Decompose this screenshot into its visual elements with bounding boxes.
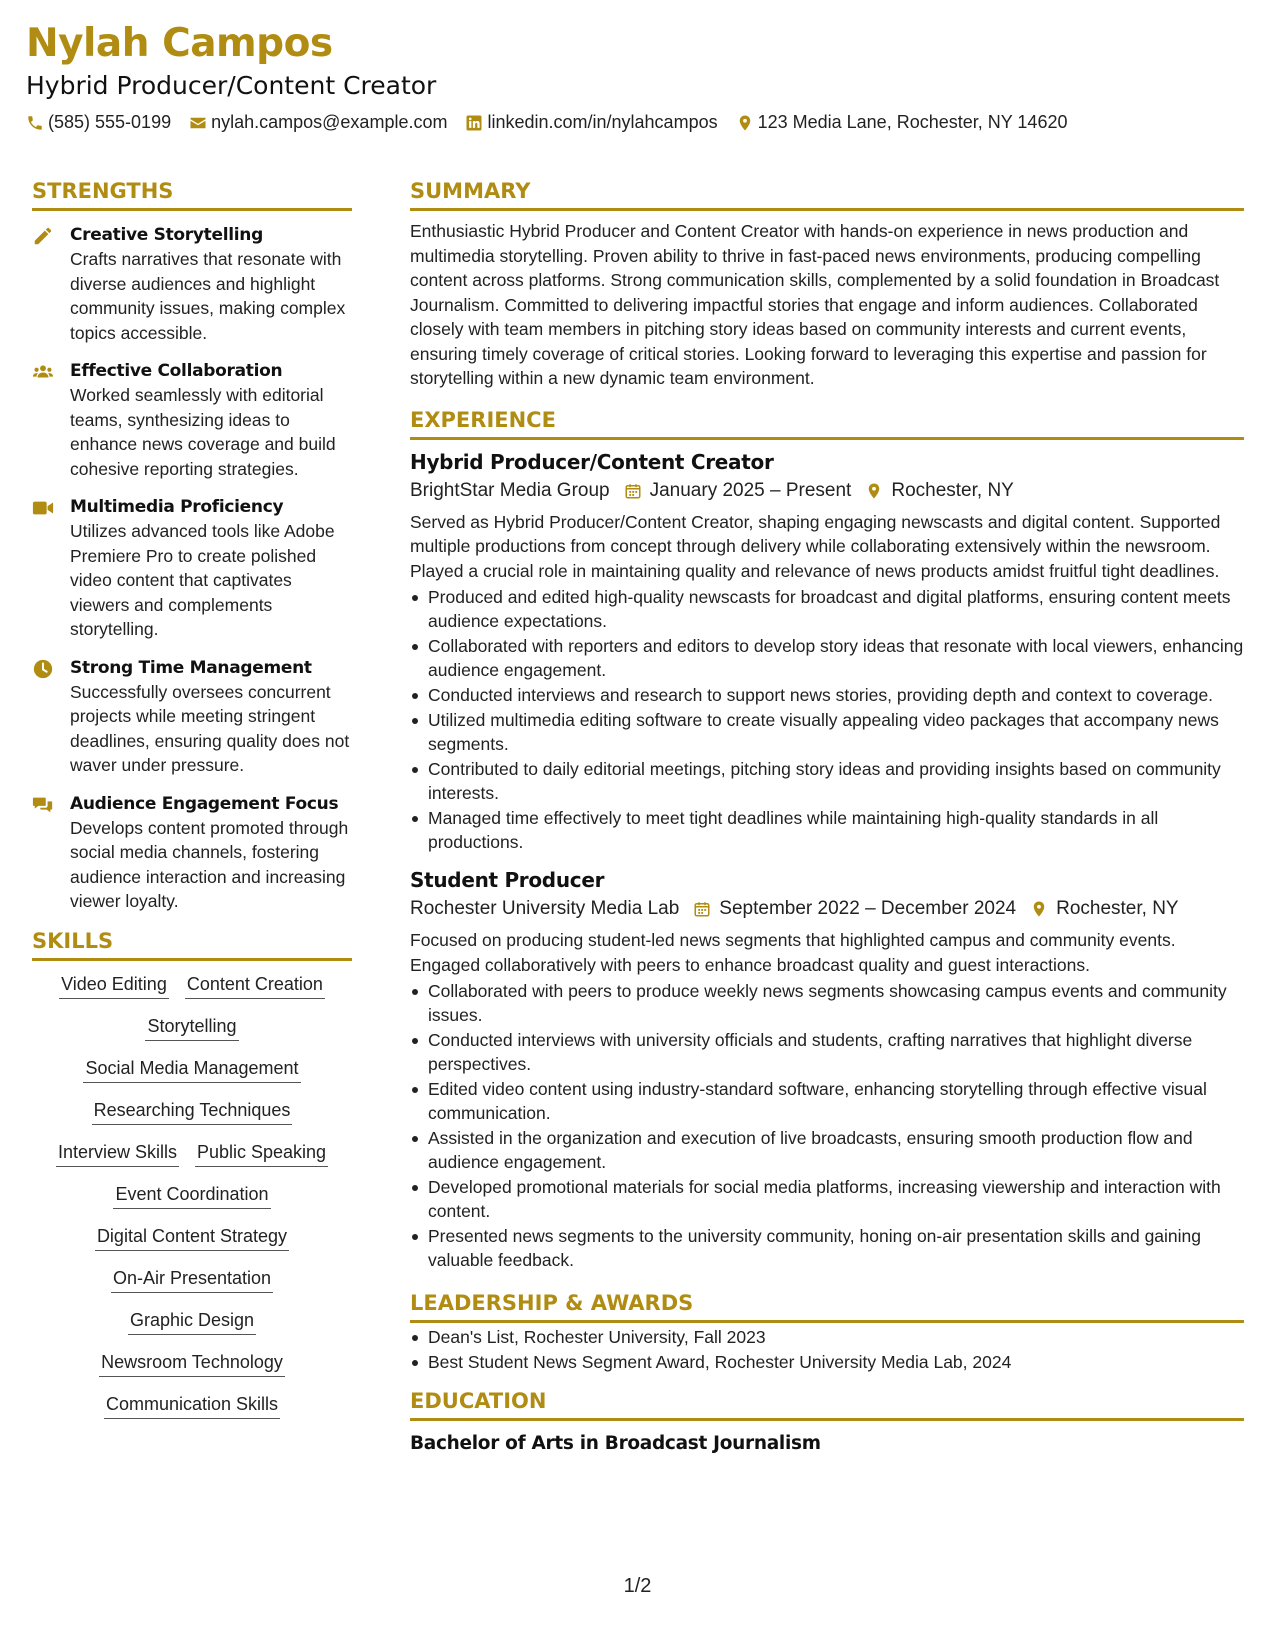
job-title: Student Producer <box>410 868 605 892</box>
skill-tag: Graphic Design <box>128 1307 256 1335</box>
map-pin-icon <box>865 482 883 500</box>
job-dates: September 2022 – December 2024 <box>719 898 1017 919</box>
skill-tag: Interview Skills <box>56 1139 179 1167</box>
job-dates: January 2025 – Present <box>649 479 852 501</box>
job-entry <box>410 448 1244 855</box>
candidate-title: Hybrid Producer/Content Creator <box>26 71 437 100</box>
list-item: Best Student News Segment Award, Rochester University Media Lab, 2024 <box>410 1350 1244 1374</box>
skill-tag: Digital Content Strategy <box>95 1223 289 1251</box>
map-pin-icon <box>736 114 754 132</box>
skills-list <box>32 971 352 1419</box>
experience-section <box>410 407 1244 1273</box>
job-bullets <box>410 585 1244 854</box>
contact-linkedin-text: linkedin.com/in/nylahcampos <box>487 112 718 132</box>
skill-row <box>32 1013 352 1041</box>
strength-title: Multimedia Proficiency <box>70 497 284 517</box>
contact-email[interactable] <box>189 112 447 133</box>
job-company: Rochester University Media Lab <box>410 898 680 919</box>
skills-heading: SKILLS <box>32 928 352 961</box>
contact-address <box>736 112 1068 133</box>
job-title: Hybrid Producer/Content Creator <box>410 449 774 474</box>
education-degree: Bachelor of Arts in Broadcast Journalism <box>410 1433 821 1454</box>
skill-tag: Video Editing <box>59 971 169 999</box>
list-item: Edited video content using industry-standard software, enhancing storytelling through effective visual communication. <box>410 1077 1244 1125</box>
leadership-section <box>410 1290 1244 1374</box>
skills-section <box>32 928 352 1419</box>
skill-tag: Researching Techniques <box>92 1097 293 1125</box>
skill-tag: Event Coordination <box>113 1181 270 1209</box>
list-item: Contributed to daily editorial meetings, pitching story ideas and providing insights based on community interests. <box>410 757 1244 805</box>
contact-linkedin[interactable] <box>465 112 717 133</box>
strengths-section <box>32 178 352 914</box>
strengths-heading: STRENGTHS <box>32 178 352 211</box>
summary-text: Enthusiastic Hybrid Producer and Content Creator with hands-on experience in news production and multimedia storytelling. Proven ability to thrive in fast-paced news environments, producing compelling content across platforms. Strong communication skills, complemented by a solid foundation in Broadcast Journalism. Committed to delivering impactful stories that engage and inform audiences. Collaborated closely with team members in pitching story ideas based on community interests and current events, ensuring timely coverage of critical stories. Looking forward to leveraging this expertise and passion for storytelling within a new dynamic team environment. <box>410 221 1220 388</box>
contact-phone-text: (585) 555-0199 <box>48 112 172 132</box>
skill-row <box>32 1055 352 1083</box>
job-bullets <box>410 979 1244 1272</box>
resume-header <box>26 20 1246 133</box>
job-location: Rochester, NY <box>1056 898 1179 919</box>
skill-tag: Social Media Management <box>83 1055 300 1083</box>
skill-row <box>32 1223 352 1251</box>
strength-item <box>32 656 352 778</box>
skill-row <box>32 1265 352 1293</box>
strength-description: Crafts narratives that resonate with diverse audiences and highlight community issues, making complex topics accessible. <box>70 249 346 343</box>
skill-tag: Communication Skills <box>104 1391 280 1419</box>
strength-description: Worked seamlessly with editorial teams, synthesizing ideas to enhance news coverage and build cohesive reporting strategies. <box>70 385 336 479</box>
strength-item <box>32 495 352 642</box>
list-item: Managed time effectively to meet tight deadlines while maintaining high-quality standards in all productions. <box>410 806 1244 854</box>
list-item: Collaborated with reporters and editors to develop story ideas that resonate with local viewers, enhancing audience engagement. <box>410 634 1244 682</box>
map-pin-icon <box>1030 900 1048 918</box>
skill-row <box>32 1097 352 1125</box>
strength-item <box>32 792 352 914</box>
skill-row <box>32 1181 352 1209</box>
phone-icon <box>26 114 44 132</box>
strength-description: Utilizes advanced tools like Adobe Premiere Pro to create polished video content that captivates viewers and complements storytelling. <box>70 521 335 639</box>
pencil-icon <box>32 225 54 247</box>
contact-email-text: nylah.campos@example.com <box>211 112 448 132</box>
strength-title: Audience Engagement Focus <box>70 793 339 814</box>
list-item: Conducted interviews and research to support news stories, providing depth and context to coverage. <box>410 683 1244 707</box>
skill-row <box>32 1307 352 1335</box>
left-column <box>32 178 352 1433</box>
education-heading: EDUCATION <box>410 1388 1244 1421</box>
strength-item <box>32 223 352 345</box>
summary-section <box>410 178 1244 391</box>
skill-row <box>32 971 352 999</box>
list-item: Assisted in the organization and execution of live broadcasts, ensuring smooth production flow and audience engagement. <box>410 1126 1244 1174</box>
strength-item <box>32 359 352 481</box>
list-item: Dean's List, Rochester University, Fall 2023 <box>410 1325 1244 1349</box>
page-indicator: 1/2 <box>623 1575 652 1597</box>
leadership-heading: LEADERSHIP & AWARDS <box>410 1290 1244 1323</box>
experience-heading: EXPERIENCE <box>410 407 1244 440</box>
leadership-list <box>410 1325 1244 1374</box>
calendar-icon <box>624 482 642 500</box>
job-entry <box>410 866 1244 1272</box>
contact-phone[interactable] <box>26 112 171 133</box>
calendar-icon <box>693 900 711 918</box>
strength-title: Effective Collaboration <box>70 361 283 381</box>
list-item: Utilized multimedia editing software to create visually appealing video packages that accompany news segments. <box>410 708 1244 756</box>
job-description: Served as Hybrid Producer/Content Creator, shaping engaging newscasts and digital content. Supported multiple productions from concept through delivery while collaborating extensively within the newsroom. Played a crucial role in maintaining quality and relevance of news products amidst fruitful tight deadlines. <box>410 511 1221 581</box>
strength-title: Strong Time Management <box>70 657 312 678</box>
skill-row <box>32 1349 352 1377</box>
skill-tag: On-Air Presentation <box>111 1265 273 1293</box>
video-camera-icon <box>32 497 54 519</box>
linkedin-icon <box>465 114 483 132</box>
strength-title: Creative Storytelling <box>70 225 263 245</box>
job-description: Focused on producing student-led news segments that highlighted campus and community events. Engaged collaboratively with peers to enhance broadcast quality and guest interactions. <box>410 930 1176 975</box>
strength-description: Successfully oversees concurrent projects while meeting stringent deadlines, ensuring quality does not waver under pressure. <box>70 681 350 775</box>
job-location: Rochester, NY <box>891 479 1014 501</box>
list-item: Collaborated with peers to produce weekly news segments showcasing campus events and community issues. <box>410 979 1244 1027</box>
skill-tag: Content Creation <box>185 971 325 999</box>
skill-tag: Newsroom Technology <box>99 1349 285 1377</box>
contact-address-text: 123 Media Lane, Rochester, NY 14620 <box>757 112 1068 132</box>
list-item: Produced and edited high-quality newscasts for broadcast and digital platforms, ensuring content meets audience expectations. <box>410 585 1244 633</box>
comments-icon <box>32 794 54 816</box>
clock-icon <box>32 658 54 680</box>
job-meta <box>410 476 1244 506</box>
right-column <box>410 178 1244 1457</box>
skill-row <box>32 1391 352 1419</box>
list-item: Presented news segments to the university community, honing on-air presentation skills and gaining valuable feedback. <box>410 1224 1244 1272</box>
envelope-icon <box>189 114 207 132</box>
skill-tag: Storytelling <box>145 1013 238 1041</box>
list-item: Conducted interviews with university officials and students, crafting narratives that highlight diverse perspectives. <box>410 1028 1244 1076</box>
candidate-name: Nylah Campos <box>26 21 333 66</box>
skill-tag: Public Speaking <box>195 1139 328 1167</box>
strength-description: Develops content promoted through social media channels, fostering audience interaction and increasing viewer loyalty. <box>70 817 349 911</box>
skill-row <box>32 1139 352 1167</box>
education-section <box>410 1388 1244 1457</box>
job-meta <box>410 894 1244 924</box>
contact-bar <box>26 112 1246 133</box>
summary-heading: SUMMARY <box>410 178 1244 211</box>
users-icon <box>32 361 54 383</box>
job-company: BrightStar Media Group <box>410 479 610 501</box>
list-item: Developed promotional materials for social media platforms, increasing viewership and interaction with content. <box>410 1175 1244 1223</box>
